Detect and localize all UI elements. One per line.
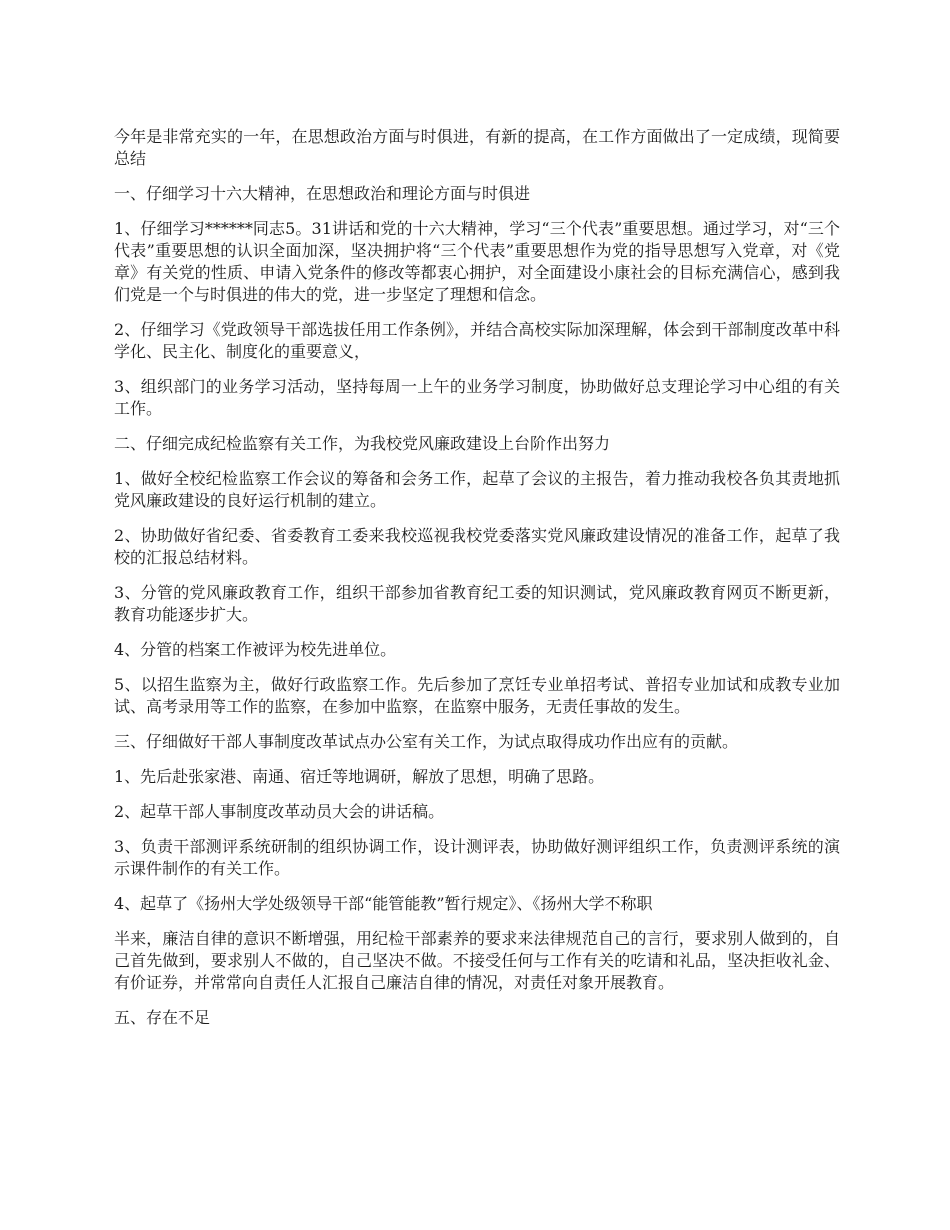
document-page bbox=[114, 126, 840, 1042]
list-item-3-2: 2、起草干部人事制度改革动员大会的讲话稿。 bbox=[114, 802, 445, 821]
list-item-2-5: 5、以招生监察为主，做好行政监察工作。先后参加了烹饪专业单招考试、普招专业加试和成教专业加试、高考录用等工作的监察，在参加中监察，在监察中服务，无责任事故的发生。 bbox=[114, 675, 840, 716]
self-discipline-paragraph: 半来，廉洁自律的意识不断增强，用纪检干部素养的要求来法律规范自己的言行，要求别人做到的，自己首先做到，要求别人不做的，自己坚决不做。不接受任何与工作有关的吃请和礼品，坚决拒收礼金、有价证券，并常常向自责任人汇报自己廉洁自律的情况，对责任对象开展教育。 bbox=[114, 929, 840, 992]
list-item-3-3: 3、负责干部测评系统研制的组织协调工作，设计测评表，协助做好测评组织工作，负责测评系统的演示课件制作的有关工作。 bbox=[114, 837, 840, 878]
list-item-2-2: 2、协助做好省纪委、省委教育工委来我校巡视我校党委落实党风廉政建设情况的准备工作，起草了我校的汇报总结材料。 bbox=[114, 526, 840, 567]
section-heading-2: 二、仔细完成纪检监察有关工作，为我校党风廉政建设上台阶作出努力 bbox=[114, 434, 611, 453]
intro-paragraph: 今年是非常充实的一年，在思想政治方面与时俱进，有新的提高，在工作方面做出了一定成绩，现简要总结 bbox=[114, 127, 840, 168]
list-item-1-1: 1、仔细学习******同志5。31讲话和党的十六大精神，学习“三个代表”重要思想。通过学习，对“三个代表”重要思想的认识全面加深，坚决拥护将“三个代表”重要思想作为党的指导思想写入党章，对《党章》有关党的性质、申请入党条件的修改等都衷心拥护，对全面建设小康社会的目标充满信心，感到我们党是一个与时俱进的伟大的党，进一步坚定了理想和信念。 bbox=[114, 219, 840, 304]
list-item-2-4: 4、分管的档案工作被评为校先进单位。 bbox=[114, 640, 397, 659]
section-heading-5: 五、存在不足 bbox=[114, 1008, 211, 1027]
list-item-1-2: 2、仔细学习《党政领导干部选拔任用工作条例》，并结合高校实际加深理解，体会到干部制度改革中科学化、民主化、制度化的重要意义， bbox=[114, 320, 840, 361]
list-item-2-3: 3、分管的党风廉政教育工作，组织干部参加省教育纪工委的知识测试，党风廉政教育网页不断更新，教育功能逐步扩大。 bbox=[114, 583, 840, 624]
section-heading-3: 三、仔细做好干部人事制度改革试点办公室有关工作，为试点取得成功作出应有的贡献。 bbox=[114, 732, 739, 751]
section-heading-1: 一、仔细学习十六大精神，在思想政治和理论方面与时俱进 bbox=[114, 184, 531, 203]
list-item-3-4: 4、起草了《扬州大学处级领导干部“能管能教”暂行规定》、《扬州大学不称职 bbox=[114, 894, 653, 913]
list-item-2-1: 1、做好全校纪检监察工作会议的筹备和会务工作，起草了会议的主报告，着力推动我校各负其责地抓党风廉政建设的良好运行机制的建立。 bbox=[114, 469, 840, 510]
list-item-3-1: 1、先后赴张家港、南通、宿迁等地调研，解放了思想，明确了思路。 bbox=[114, 767, 605, 786]
list-item-1-3: 3、组织部门的业务学习活动，坚持每周一上午的业务学习制度，协助做好总支理论学习中心组的有关工作。 bbox=[114, 377, 840, 418]
